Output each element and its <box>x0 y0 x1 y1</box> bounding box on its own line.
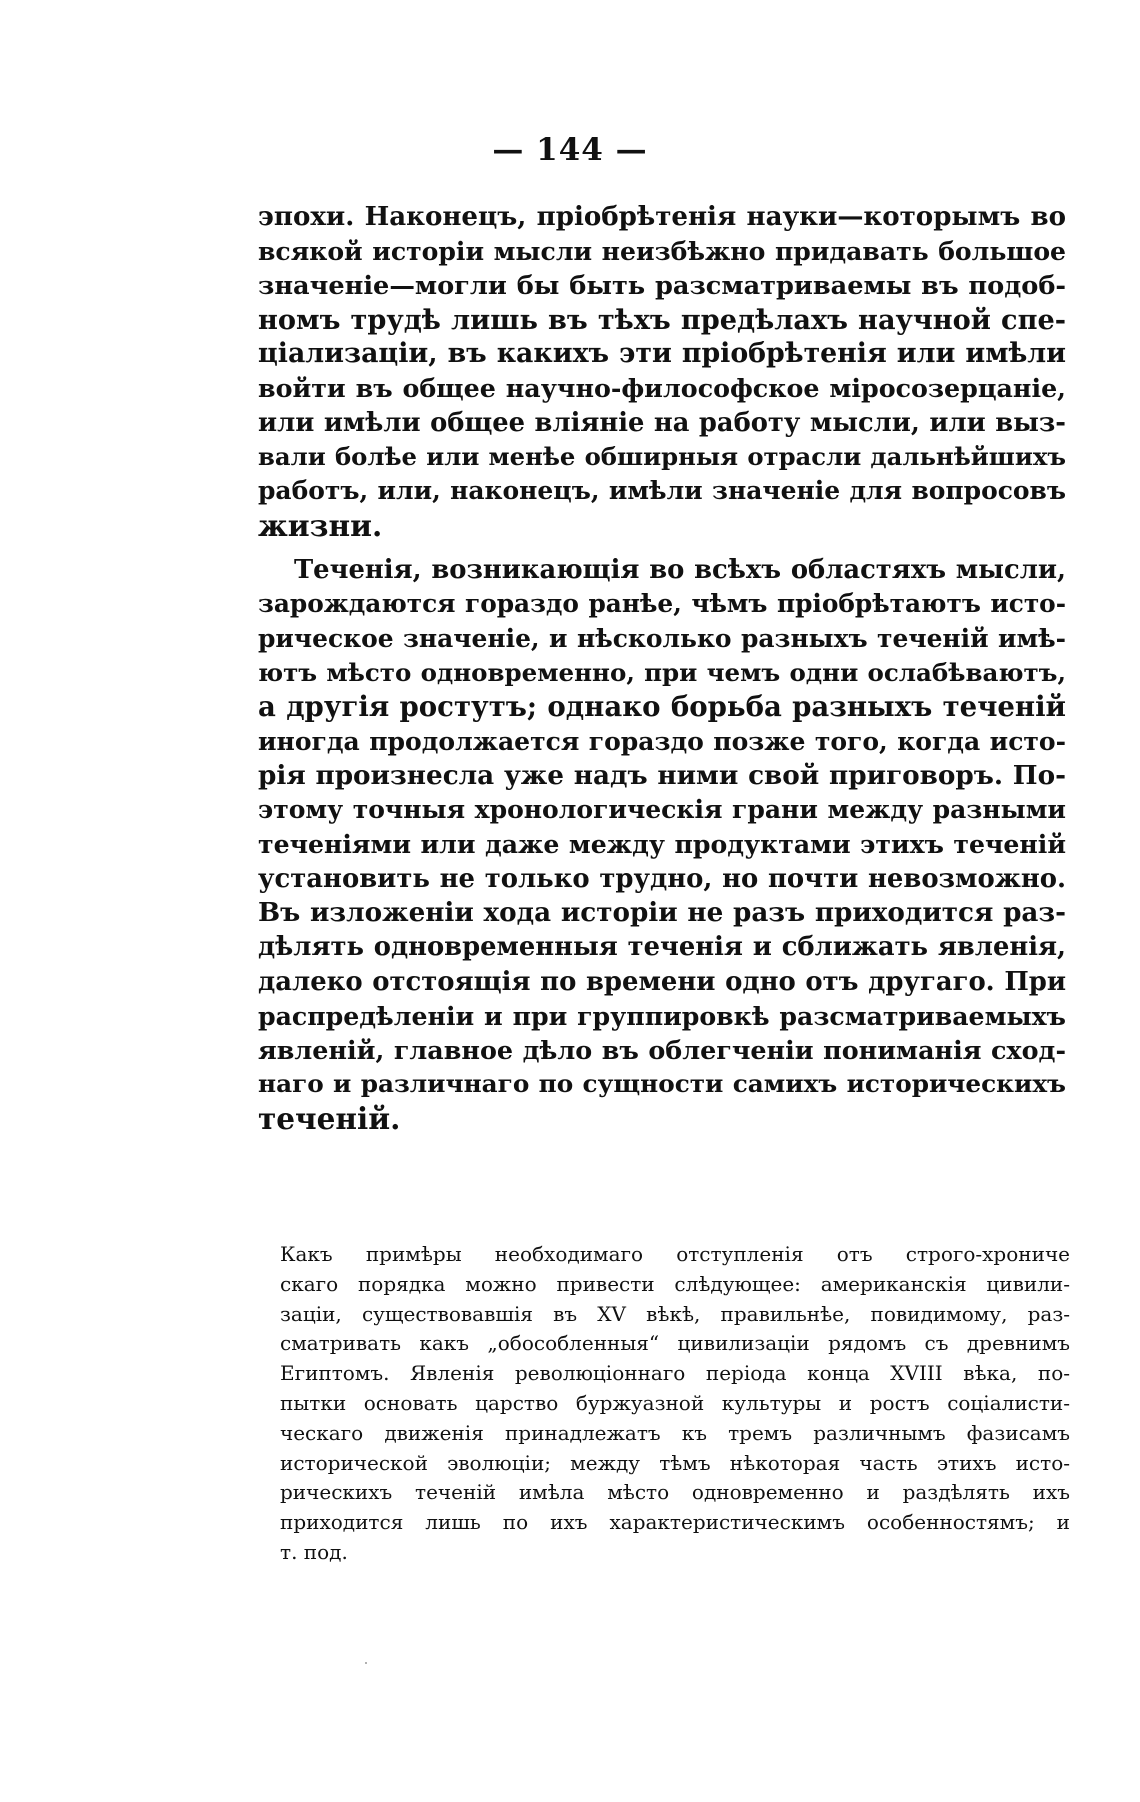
text-line: номъ трудѣ лишь въ тѣхъ предѣлахъ научной спе- <box>258 303 1066 336</box>
text-line: ютъ мѣсто одновременно, при чемъ одни ослабѣваютъ, <box>258 657 1066 687</box>
text-line: наго и различнаго по сущности самихъ историческихъ <box>258 1069 1066 1099</box>
footnote-line: Египтомъ. Явленія революціоннаго періода конца XVIII вѣка, по- <box>280 1361 1070 1386</box>
text-line: ціализаціи, въ какихъ эти пріобрѣтенія или имѣли <box>258 338 1066 370</box>
text-line: или имѣли общее вліяніе на работу мысли, или выз- <box>258 407 1066 438</box>
text-line: рія произнесла уже надъ ними свой приговоръ. По- <box>258 759 1066 791</box>
footnote <box>280 1240 1070 1568</box>
text-line: иногда продолжается гораздо позже того, когда исто- <box>258 726 1066 757</box>
text-line: Теченія, возникающія во всѣхъ областяхъ мысли, <box>294 554 1066 585</box>
footnote-line: исторической эволюціи; между тѣмъ нѣкоторая часть этихъ исто- <box>280 1450 1070 1475</box>
footnote-line: рическихъ теченій имѣла мѣсто одновременно и раздѣлять ихъ <box>280 1480 1070 1505</box>
text-line: Въ изложеніи хода исторіи не разъ приходится раз- <box>258 896 1066 928</box>
paragraph-gap <box>258 543 1066 553</box>
text-line: а другія ростутъ; однако борьба разныхъ теченій <box>258 690 1066 724</box>
text-line: распредѣленіи и при группировкѣ разсматриваемыхъ <box>258 1000 1066 1031</box>
text-line: установить не только трудно, но почти невозможно. <box>258 863 1066 894</box>
text-line: дѣлять одновременныя теченія и сближать явленія, <box>258 932 1066 963</box>
footnote-line: заціи, существовавшія въ XV вѣкѣ, правильнѣе, повидимому, раз- <box>280 1301 1070 1326</box>
text-line: эпохи. Наконецъ, пріобрѣтенія науки—которымъ во <box>258 202 1066 232</box>
paragraph-2 <box>258 553 1066 1136</box>
text-line: всякой исторіи мысли неизбѣжно придавать большое <box>258 236 1066 267</box>
footnote-line: Какъ примѣры необходимаго отступленія отъ строго-хрониче <box>280 1242 1070 1266</box>
text-line: войти въ общее научно-философское міросозерцаніе, <box>258 373 1066 404</box>
main-text <box>258 200 1066 1136</box>
footnote-line: приходится лишь по ихъ характеристическимъ особенностямъ; и <box>280 1510 1070 1535</box>
text-line: вали болѣе или менѣе обширныя отрасли дальнѣйшихъ <box>258 442 1066 472</box>
footnote-line: ческаго движенія принадлежатъ къ тремъ различнымъ фазисамъ <box>280 1420 1070 1445</box>
text-line: жизни. <box>258 507 383 543</box>
text-line: зарождаются гораздо ранѣе, чѣмъ пріобрѣтаютъ исто- <box>258 589 1066 619</box>
text-line: значеніе—могли бы быть разсматриваемы въ подоб- <box>258 270 1066 301</box>
scan-speck <box>365 1662 367 1664</box>
text-line: рическое значеніе, и нѣсколько разныхъ теченій имѣ- <box>258 623 1066 653</box>
footnote-line: сматривать какъ „обособленныя“ цивилизаціи рядомъ съ древнимъ <box>280 1331 1070 1356</box>
paragraph-1 <box>258 200 1066 543</box>
footnote-line: скаго порядка можно привести слѣдующее: американскія цивили- <box>280 1271 1070 1296</box>
text-line: этому точныя хронологическія грани между разными <box>258 795 1066 825</box>
page-number: — 144 — <box>492 132 648 168</box>
text-line: теченіями или даже между продуктами этихъ теченій <box>258 829 1066 860</box>
text-line: теченій. <box>258 1100 401 1136</box>
text-line: явленій, главное дѣло въ облегченіи пониманія сход- <box>258 1035 1066 1066</box>
footnote-line: пытки основать царство буржуазной культуры и ростъ соціалисти- <box>280 1390 1070 1415</box>
footnote-line: т. под. <box>280 1539 348 1564</box>
text-line: работъ, или, наконецъ, имѣли значеніе для вопросовъ <box>258 476 1066 506</box>
text-line: далеко отстоящія по времени одно отъ другаго. При <box>258 966 1066 997</box>
